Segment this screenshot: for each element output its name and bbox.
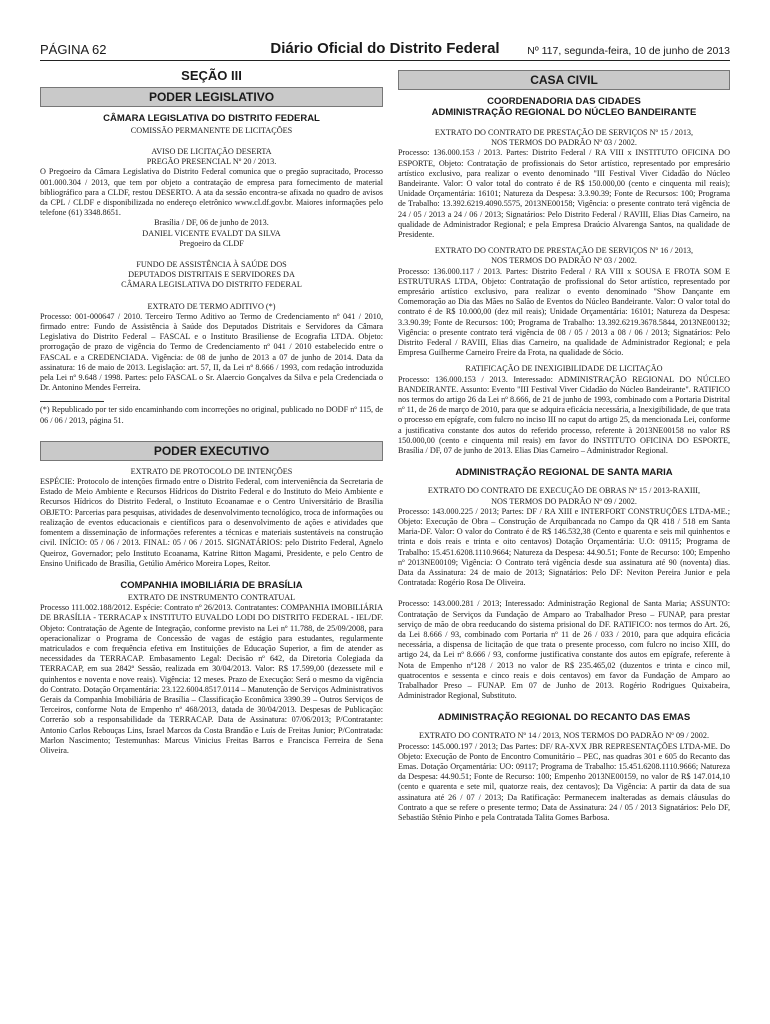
fundo-line1: FUNDO DE ASSISTÊNCIA À SAÚDE DOS <box>136 260 287 270</box>
santa-maria-body1: Processo: 143.000.225 / 2013; Partes: DF / RA XIII e INTERFORT CONSTRUÇÕES LTDA-ME.; Objeto: Execução de Obra – Construção de Arquibancada no Campo da QR 418 / 518 em Santa Maria-DF. Valor: O valor do Contrato é de R$ 146.532,38 (Cento e quarenta e seis mil quinhentos e trinta e dois reais e trinta e oito centavos) Dotação Orçamentária: U.O: 09115; Programa de Trabalho: 15.451.6208.1110.9664; Natureza da Despesa: 44.90.51; Fonte de Recurso: 100; Empenho nº 2013NE00109; Vigência: O Contrato terá vigência desde sua assinatura até 90 (noventa) dias. Data da Assinatura: 24 de maio de 2013; Signatários: Pelo DF: Neviton Pereira Junior e pela Contratada: Rogério Rosa De Oliveira. <box>398 506 730 588</box>
recanto-extrato-title: EXTRATO DO CONTRATO Nº 14 / 2013, NOS TERMOS DO PADRÃO Nº 09 / 2002. <box>419 731 709 741</box>
extrato16-body: Processo: 136.000.117 / 2013. Partes: Distrito Federal / RA VIII x SOUSA E FROTA SOM E ESTRUTURAS LTDA, Objeto: Contratação de profissional do Setor artístico, representado por empresário artístico exclusivo, para realizar o evento denominado "Show Dançante em Comemoração ao Dia das Mães no Salão de Eventos do Núcleo Bandeirante. Valor: O valor total do contrato é de R$ 10.000,00 (dez mil reais); Unidade Orçamentária: 16101; Natureza da Despesa: 3.3.90.39; Fonte de Recursos: 100; Programa de Trabalho: 13.392.6219.3678.5844, 2013NE00132; Vigência: o presente contrato terá vigência de 08 / 05 / 2013 a 08 / 06 / 2013; Signatários: Pelo Distrito Federal / RAVIII, Elias dias Carneiro, na qualidade de Administrador Regional; e pela Empresa Guilherme Carneiro Freire da Frota, na qualidade de Sócio. <box>398 266 730 358</box>
issue-date: Nº 117, segunda-feira, 10 de junho de 2013 <box>527 45 730 57</box>
page-number: PÁGINA 62 <box>40 42 107 57</box>
extrato16-title: EXTRATO DO CONTRATO DE PRESTAÇÃO DE SERVIÇOS Nº 16 / 2013, <box>434 246 694 256</box>
extrato16-padrao: NOS TERMOS DO PADRÃO Nº 03 / 2002. <box>491 256 637 266</box>
pregao-title: PREGÃO PRESENCIAL Nº 20 / 2013. <box>146 157 277 167</box>
nucleo-bandeirante-title: ADMINISTRAÇÃO REGIONAL DO NÚCLEO BANDEIRANTE <box>431 107 697 118</box>
poder-legislativo-bar: PODER LEGISLATIVO <box>40 87 383 107</box>
footnote-rule <box>40 401 104 402</box>
termo-aditivo-title: EXTRATO DE TERMO ADITIVO (*) <box>147 301 276 311</box>
termo-aditivo-body: Processo: 001-000647 / 2010. Terceiro Termo Aditivo ao Termo de Credenciamento nº 041 / 2010, firmado entre: Fundo de Assistência à Saúde dos Deputados Distritais e Servidores da Câmara Legislativa do Distrito Federal – FASCAL e o Instituto Brasiliense de Ecografia LTDA. Objeto: prorrogação de prazo de vigência do Termo de Credenciamento nº 041 / 2010 estabelecido entre o FASCAL e a CREDENCIADA. Vigência: de 08 de junho de 2013 a 07 de junho de 2014. Data da assinatura: 16 de maio de 2013. Legislação: art. 57, II, da Lei nº 8.666 / 1993, com redação introduzida pela Lei nº 9.648 / 1998. Partes: pelo FASCAL o Sr. Alaercio Gonçalves da Silva e pela Credenciada o Dr. Antonino Mendes Ferreira. <box>40 311 383 393</box>
comissao-subtitle: COMISSÃO PERMANENTE DE LICITAÇÕES <box>130 126 293 135</box>
left-column <box>40 66 383 1016</box>
santa-maria-extrato-padrao: NOS TERMOS DO PADRÃO Nº 09 / 2002. <box>491 496 637 506</box>
ratificacao-title: RATIFICAÇÃO DE INEXIGIBILIDADE DE LICITAÇÃO <box>465 364 663 374</box>
fundo-line2: DEPUTADOS DISTRITAIS E SERVIDORES DA <box>128 270 295 280</box>
right-column <box>398 66 730 1016</box>
santa-maria-title: ADMINISTRAÇÃO REGIONAL DE SANTA MARIA <box>455 467 673 479</box>
fundo-line3: CÂMARA LEGISLATIVA DO DISTRITO FEDERAL <box>121 280 302 290</box>
protocolo-body: ESPÉCIE: Protocolo de intenções firmado entre o Distrito Federal, com interveniência da Secretaria de Estado de Meio Ambiente e Recursos Hídricos do Distrito Federal e do Instituto do Meio Ambiente e Recursos Hídricos do Distrito Federal, o Instituto Ecoanamae e o Centro Universitário de Brasília OBJETO: Parcerias para pesquisas, atividades de desenvolvimento tecnológico, troca de informações ou realização de eventos educacionais e científicos para o desenvolvimento de ações e atividades que fomentem a disseminação de informações referentes a técnicas e materiais sustentáveis na construção civil. INÍCIO: 05 / 06 / 2013. FINAL: 05 / 06 / 2015. SIGNATÁRIOS: pelo Distrito Federal, Agnelo Queiroz, Governador; pelo Instituto Ecoanama, Katrine Ritton Magami, Presidente, e pelo Centro de Ensino Unificado de Brasília, Getúlio Américo Moreira Lopes, Reitor. <box>40 477 383 568</box>
journal-title: Diário Oficial do Distrito Federal <box>270 40 500 57</box>
casa-civil-bar: CASA CIVIL <box>398 70 730 90</box>
extrato15-body: Processo: 136.000.153 / 2013. Partes: Distrito Federal / RA VIII x INSTITUTO OFICINA DO ESPORTE, Objeto: Contratação de profissionais do Setor artístico, representado por empresário artístico exclusivo, para realizar o evento denominado "III Festival Viver Cidadão do Núcleo Bandeirante. Valor: O valor total do contrato é de R$ 150.000,00 (cento e cinquenta mil reais); Unidade Orçamentária: 16101; Natureza da Despesa: 3.3.90.39; Fonte de Recursos: 100; Programa de Trabalho: 13.392.6219.4090.5575, 2013NE00158; Vigência: o presente contrato terá vigência de 24 / 05 / 2013 a 24 / 06 / 2013; Signatários: Pelo Distrito Federal / RAVIII, Elias Dias Carneiro, na qualidade de Administrador Regional; e pela Empresa Draúcio Alvarenga Santos, na qualidade de Presidente. <box>398 148 730 240</box>
terracap-body: Processo 111.002.188/2012. Espécie: Contrato nº 26/2013. Contratantes: COMPANHIA IMOBILIÁRIA DE BRASÍLIA - TERRACAP x INSTITUTO EUVALDO LODI DO DISTRITO FEDERAL - IEL/DF. Objeto: Contratação de Agente de Integração, conforme previsto na Lei nº 11.788, de 25/09/2008, para operacionalizar o Programa de Concessão de vagas de estágio para estudantes, regularmente matriculados e com frequência efetiva em Instituições de Educação Superior, a fim de atender as necessidades da TERRACAP. Embasamento Legal: Decisão nº 642, da Diretoria Colegiada da TERRACAP, em sua 2842ª Sessão, realizada em 30/04/2013. Valor: R$ 17.599,00 (dezessete mil e quinhentos e noventa e nove reais). Vigência: 12 meses. Prazo de Execução: Será o mesmo da vigência do Contrato. Dotação Orçamentária: 23.122.6004.8517.0114 – Manutenção de Serviços Administrativos Gerais da Companhia Imobiliária de Brasília – Classificação Econômica 3390.39 – Outros Serviços de Terceiros, conforme Nota de Empenho nº 468/2013, datada de 30/04/2013. Despesas de Publicação: Correrão sob a responsabilidade da TERRACAP. Data de Assinatura: 07/06/2013; P/Contratante: Antonio Carlos Rebouças Lins, Israel Marcos da Costa Brandão e Luís de Freitas Junior; P/Contratada: Marlon Nascimento; Testemunhas: Marcus Vinicius Freitas Barros e Francisca Ferreira de Sena Oliveira. <box>40 603 383 755</box>
protocolo-title: EXTRATO DE PROTOCOLO DE INTENÇÕES <box>130 466 293 476</box>
aviso-date: Brasília / DF, 06 de junho de 2013. <box>154 218 269 228</box>
camara-title: CÂMARA LEGISLATIVA DO DISTRITO FEDERAL <box>103 113 320 124</box>
santa-maria-body2: Processo: 143.000.281 / 2013; Interessado: Administração Regional de Santa Maria; ASSUNTO: Contratação de Serviços da Fundação de Amparo ao Trabalhador Preso – FUNAP, para prestar serviço de mão de obra reeducando do sistema prisional do DF. RATIFICO: nos termos do Art. 26, da Lei 8.666 / 93, combinado com Portaria nº 11 de 26 / 033 / 2010, para que adquira eficácia necessária, a dispensa de licitação de que trata o presente processo, com fulcro no inciso XIII, do artigo 24, da Lei nº 8.666 / 93, conforme justificativa constante dos autos em epígrafe, referente à Nota de Empenho nº128 / 2013 no valor de R$ 235.465,02 (duzentos e trinta e cinco mil, quatrocentos e sessenta e cinco reais e dois centavos) em favor da Fundação de Amparo ao Trabalhador Preso – FUNAP. Em 07 de Junho de 2013. Rogério Rodrigues Quixabeira, Administrador Regional, Substituto. <box>398 599 730 701</box>
aviso-body: O Pregoeiro da Câmara Legislativa do Distrito Federal comunica que o pregão supracitado, Processo 001.000.304 / 2013, que tem por objeto a contratação de empresa para fornecimento de material bibliográfico para a CLDF, restou DESERTO. A ata da sessão encontra-se afixada no quadro de avisos da CPL / CLDF e disponibilizada no endereço eletrônico www.cl.df.gov.br. Maiores informações pelo telefone (61) 3348.8651. <box>40 167 383 218</box>
poder-executivo-bar: PODER EXECUTIVO <box>40 441 383 461</box>
aviso-role: Pregoeiro da CLDF <box>179 238 244 248</box>
ratificacao-body: Processo: 136.000.153 / 2013. Interessado: ADMINISTRAÇÃO REGIONAL DO NÚCLEO BANDEIRANTE. Assunto: Evento "III Festival Viver Cidadão do Núcleo Bandeirante". RATIFICO nos termos do artigo 26 da Lei nº 8.666, de 21 de junho de 1993, combinado com a Portaria Distrital nº 11, de 26 de março de 2010, para que se adquira eficácia necessária, a Inexigibilidade, de que trata o processo em epígrafe, com fulcro no inciso III no caput do artigo 25, da mencionada Lei, conforme a justificativa constante dos autos do referido processo, referente à 2013NE00158 no valor R$ 150.000,00 (cento e cinquenta mil reais) em favor do INSTITUTO OFICINA DO ESPORTE, Brasília / DF, 07 de junho de 2013. Elias Dias Carneiro – Administrador Regional. <box>398 374 730 456</box>
extrato15-title: EXTRATO DO CONTRATO DE PRESTAÇÃO DE SERVIÇOS Nº 15 / 2013, <box>434 128 694 137</box>
page-header <box>40 38 730 60</box>
coordenadoria-title: COORDENADORIA DAS CIDADES <box>487 96 641 107</box>
terracap-subtitle: EXTRATO DE INSTRUMENTO CONTRATUAL <box>127 592 296 602</box>
recanto-title: ADMINISTRAÇÃO REGIONAL DO RECANTO DAS EMAS <box>437 712 691 724</box>
extrato15-padrao: NOS TERMOS DO PADRÃO Nº 03 / 2002. <box>491 138 637 148</box>
footnote: (*) Republicado por ter sido encaminhando com incorreções no original, publicado no DODF nº 115, de 06 / 06 / 2013, página 51. <box>40 405 383 425</box>
aviso-signer: DANIEL VICENTE EVALDT DA SILVA <box>142 228 281 238</box>
header-rule <box>40 60 730 61</box>
recanto-body: Processo: 145.000.197 / 2013; Das Partes: DF/ RA-XVX JBR REPRESENTAÇÕES LTDA-ME. Do Objeto: Execução de Ponto de Encontro Comunitário – PEC, nas quadras 301 e 605 do Recanto das Emas. Dotação Orçamentária: UO: 09117; Programa de Trabalho: 15.451.6208.1110.9666; Natureza da Despesa: 44.90.51; Fonte de Recurso: 100; Empenho 2013NE00159, no valor de R$ 147.014,10 (cento e quarenta e sete mil, quatorze reais, dez centavos); Da Vigência: A partir da data de sua assinatura até 26 / 07 / 2013; Da Ratificação: Permanecem inalteradas as demais cláusulas do Contrato a que se refere o presente termo; Data de Assinatura: 24 / 05 / 2013 Signatários: Pelo DF, Sebastião Stênio Pinho e pela Contratada Talita Gomes Barbosa. <box>398 741 730 822</box>
section-title: SEÇÃO III <box>181 68 242 83</box>
aviso-title: AVISO DE LICITAÇÃO DESERTA <box>151 147 272 156</box>
santa-maria-extrato-title: EXTRATO DO CONTRATO DE EXECUÇÃO DE OBRAS Nº 15 / 2013-RAXIII, <box>427 486 701 496</box>
terracap-title: COMPANHIA IMOBILIÁRIA DE BRASÍLIA <box>120 579 303 591</box>
